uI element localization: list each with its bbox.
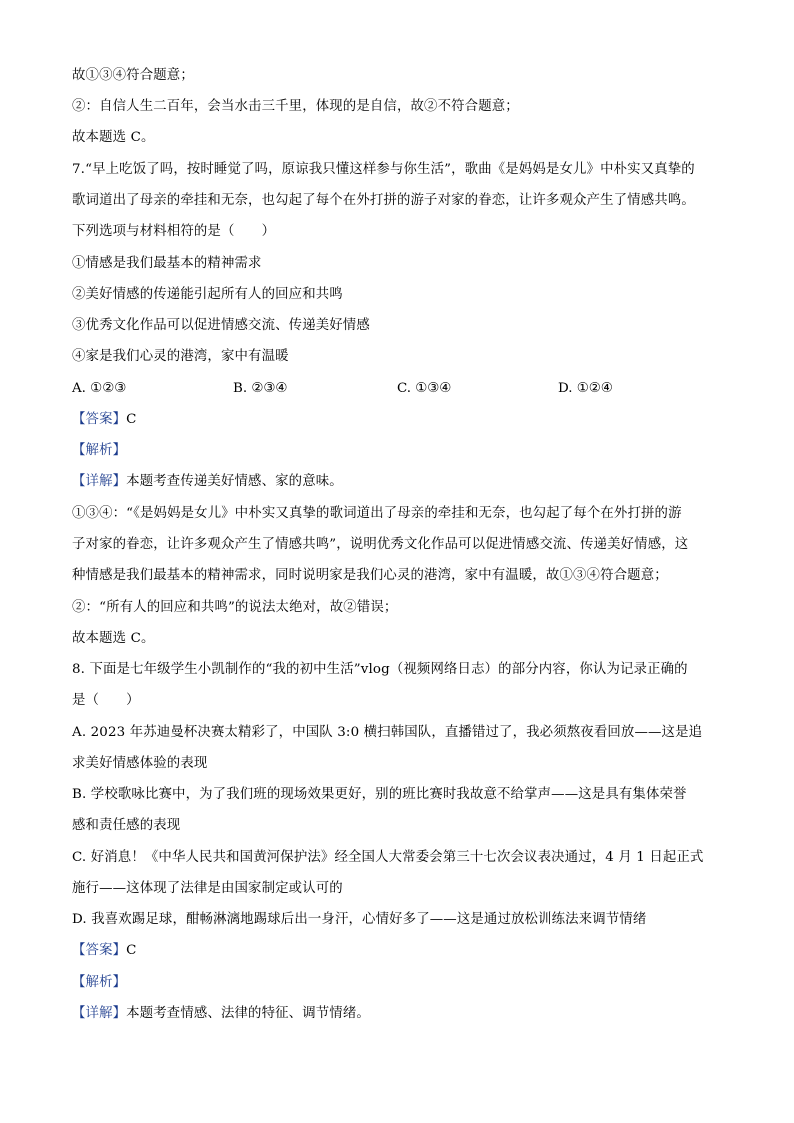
text-line: 故①③④符合题意； xyxy=(72,68,194,83)
option-b: B. ②③④ xyxy=(233,381,288,396)
text-line: 种情感是我们最基本的精神需求，同时说明家是我们心灵的港湾，家中有温暖，故①③④符合题意； xyxy=(72,568,668,583)
analysis-tag: 【解析】 xyxy=(72,975,127,990)
answer-value: C xyxy=(126,412,137,427)
text-line: 施行——这体现了法律是由国家制定或认可的 xyxy=(72,881,343,896)
statement-3: ③优秀文化作品可以促进情感交流、传递美好情感 xyxy=(72,318,370,333)
detail-line xyxy=(72,474,343,490)
answer-line xyxy=(72,412,137,428)
choice-d-line: D. 我喜欢踢足球，酣畅淋漓地踢球后出一身汗，心情好多了——这是通过放松训练法来调节情绪 xyxy=(72,912,647,927)
option-a: A. ①②③ xyxy=(72,381,127,396)
option-d: D. ①②④ xyxy=(558,381,613,396)
answer-tag: 【答案】 xyxy=(72,943,127,958)
text-line: 歌词道出了母亲的牵挂和无奈，也勾起了每个在外打拼的游子对家的眷恋，让许多观众产生了情感共鸣。 xyxy=(72,193,695,208)
option-c: C. ①③④ xyxy=(397,381,452,396)
statement-1: ①情感是我们最基本的精神需求 xyxy=(72,256,262,271)
question-8-stem: 8. 下面是七年级学生小凯制作的“我的初中生活”vlog（视频网络日志）的部分内容，你认为记录正确的 xyxy=(72,662,688,677)
statement-4: ④家是我们心灵的港湾，家中有温暖 xyxy=(72,349,289,364)
detail-text: 本题考查情感、法律的特征、调节情绪。 xyxy=(126,1006,370,1021)
text-line: 感和责任感的表现 xyxy=(72,818,181,833)
choice-c-line: C. 好消息！《中华人民共和国黄河保护法》经全国人大常委会第三十七次会议表决通过，4 月 1 日起正式 xyxy=(72,850,704,865)
answer-line xyxy=(72,943,137,959)
text-line: ②：“所有人的回应和共鸣”的说法太绝对，故②错误； xyxy=(72,600,398,615)
text-line: 下列选项与材料相符的是（ ） xyxy=(72,224,276,239)
text-line: 故本题选 C。 xyxy=(72,130,155,145)
text-line: 故本题选 C。 xyxy=(72,631,155,646)
detail-text: 本题考查传递美好情感、家的意味。 xyxy=(126,474,343,489)
detail-line xyxy=(72,1006,370,1022)
detail-tag: 【详解】 xyxy=(72,1006,127,1021)
analysis-tag: 【解析】 xyxy=(72,443,127,458)
choice-b-line: B. 学校歌咏比赛中，为了我们班的现场效果更好，别的班比赛时我故意不给掌声——这是具有集体荣誉 xyxy=(72,787,687,802)
answer-tag: 【答案】 xyxy=(72,412,127,427)
question-7-stem: 7.“早上吃饭了吗，按时睡觉了吗，原谅我只懂这样参与你生活”，歌曲《是妈妈是女儿》中朴实又真挚的 xyxy=(72,162,695,177)
statement-2: ②美好情感的传递能引起所有人的回应和共鸣 xyxy=(72,287,343,302)
text-line: ②：自信人生二百年，会当水击三千里，体现的是自信，故②不符合题意； xyxy=(72,99,519,114)
answer-value: C xyxy=(126,943,137,958)
detail-tag: 【详解】 xyxy=(72,474,127,489)
choice-a-line: A. 2023 年苏迪曼杯决赛太精彩了，中国队 3:0 横扫韩国队，直播错过了，我必须熬夜看回放——这是追 xyxy=(72,725,703,740)
text-line: 求美好情感体验的表现 xyxy=(72,756,208,771)
text-line: 是（ ） xyxy=(72,693,140,708)
text-line: 子对家的眷恋，让许多观众产生了情感共鸣”，说明优秀文化作品可以促进情感交流、传递美好情感，这 xyxy=(72,537,689,552)
text-line: ①③④：“《是妈妈是女儿》中朴实又真挚的歌词道出了母亲的牵挂和无奈，也勾起了每个在外打拼的游 xyxy=(72,506,682,521)
